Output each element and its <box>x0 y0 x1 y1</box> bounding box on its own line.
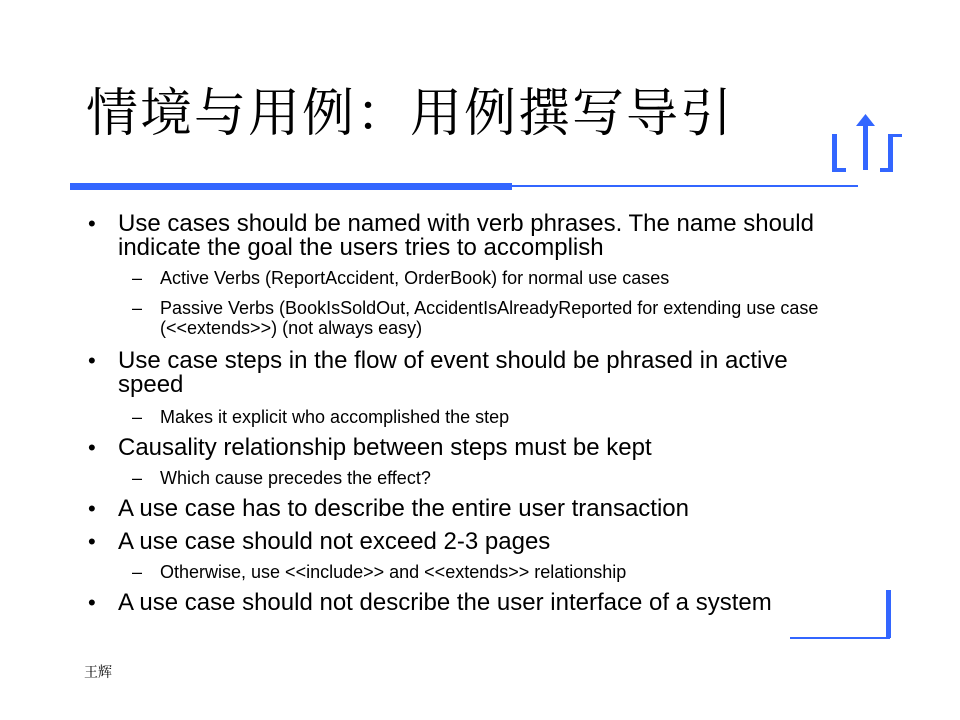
decorative-logo-icon <box>826 112 906 182</box>
title-underline-thick <box>70 183 512 190</box>
dash-marker: – <box>132 407 143 427</box>
sub-bullet-text: Passive Verbs (BookIsSoldOut, AccidentIsAlreadyReported for extending use case (<<extends>>) (not always easy) <box>160 298 819 338</box>
dash-marker: – <box>132 298 143 318</box>
bullet-text: Causality relationship between steps must be kept <box>118 434 652 461</box>
sub-bullet-text: Otherwise, use <<include>> and <<extends>> relationship <box>160 562 627 582</box>
bullet-text: A use case should not describe the user interface of a system <box>118 589 772 616</box>
corner-decoration-vertical <box>886 590 891 638</box>
dash-marker: – <box>132 562 143 582</box>
bullet-text: A use case should not exceed 2-3 pages <box>118 528 551 555</box>
bullet-text: Use case steps in the flow of event should be phrased in active speed <box>118 347 788 398</box>
bullet-marker: • <box>88 348 96 373</box>
title-underline-thin <box>512 185 858 187</box>
bullet-marker: • <box>88 435 96 460</box>
corner-decoration-horizontal <box>790 637 890 639</box>
bullet-text: Use cases should be named with verb phrases. The name should indicate the goal the users tries to accomplish <box>118 210 814 261</box>
bullet-marker: • <box>88 496 96 521</box>
bullet-marker: • <box>88 529 96 554</box>
bullet-text: A use case has to describe the entire user transaction <box>118 495 689 522</box>
dash-marker: – <box>132 268 143 288</box>
bullet-marker: • <box>88 211 96 236</box>
dash-marker: – <box>132 468 143 488</box>
sub-bullet-text: Which cause precedes the effect? <box>160 468 431 488</box>
bullet-marker: • <box>88 590 96 615</box>
sub-bullet-text: Active Verbs (ReportAccident, OrderBook) for normal use cases <box>160 268 670 288</box>
footer-author: 王辉 <box>84 665 112 681</box>
sub-bullet-text: Makes it explicit who accomplished the step <box>160 407 510 427</box>
slide-title: 情境与用例：用例撰写导引 <box>86 84 735 144</box>
